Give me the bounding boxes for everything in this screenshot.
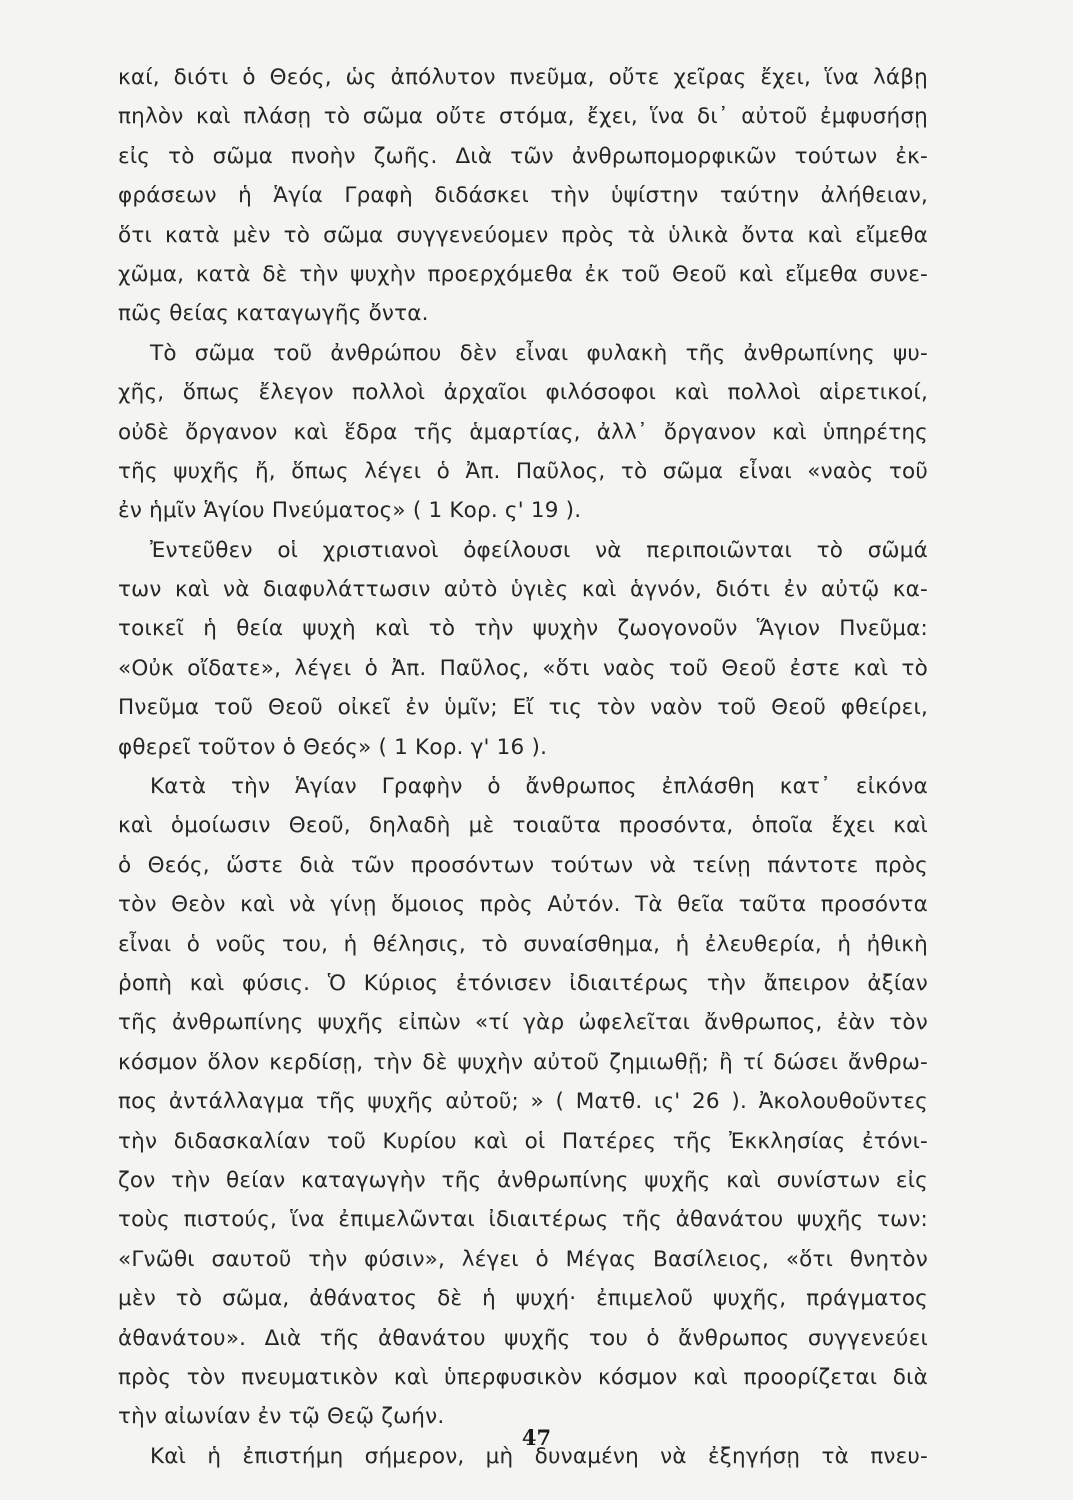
text-line-9: χῆς, ὅπως ἔλεγον πολλοὶ ἀρχαῖοι φιλόσοφοι καὶ πολλοὶ αἱρετικοί, [118, 380, 928, 406]
text-line-20: καὶ ὁμοίωσιν Θεοῦ, δηλαδὴ μὲ τοιαῦτα προσόντα, ὁποῖα ἔχει καὶ [118, 813, 928, 839]
text-line-24: ῥοπὴ καὶ φύσις. Ὁ Κύριος ἐτόνισεν ἰδιαιτέρως τὴν ἄπειρον ἀξίαν [118, 970, 928, 996]
text-line-33: ἀθανάτου». Διὰ τῆς ἀθανάτου ψυχῆς του ὁ ἄνθρωπος συγγενεύει [118, 1325, 928, 1351]
text-line-12: ἐν ἡμῖν Ἁγίου Πνεύματος» ( 1 Κορ. ς' 19 ). [118, 498, 582, 524]
text-line-26: κόσμον ὅλον κερδίσῃ, τὴν δὲ ψυχὴν αὐτοῦ ζημιωθῇ; ἢ τί δώσει ἄνθρω- [118, 1049, 928, 1075]
text-line-31: «Γνῶθι σαυτοῦ τὴν φύσιν», λέγει ὁ Μέγας Βασίλειος, «ὅτι θνητὸν [118, 1246, 928, 1272]
text-line-30: τοὺς πιστούς, ἵνα ἐπιμελῶνται ἰδιαιτέρως τῆς ἀθανάτου ψυχῆς των: [118, 1207, 928, 1233]
text-line-5: ὅτι κατὰ μὲν τὸ σῶμα συγγενεύομεν πρὸς τὰ ὑλικὰ ὄντα καὶ εἴμεθα [118, 222, 928, 248]
text-line-2: πηλὸν καὶ πλάσῃ τὸ σῶμα οὔτε στόμα, ἔχει, ἵνα δι᾽ αὐτοῦ ἐμφυσήσῃ [118, 104, 928, 130]
text-line-35: τὴν αἰωνίαν ἐν τῷ Θεῷ ζωήν. [118, 1404, 445, 1430]
text-line-22: τὸν Θεὸν καὶ νὰ γίνῃ ὅμοιος πρὸς Αὐτόν. Τὰ θεῖα ταῦτα προσόντα [118, 892, 928, 918]
text-line-23: εἶναι ὁ νοῦς του, ἡ θέλησις, τὸ συναίσθημα, ἡ ἐλευθερία, ἡ ἠθικὴ [118, 931, 928, 957]
text-line-4: φράσεων ἡ Ἁγία Γραφὴ διδάσκει τὴν ὑψίστην ταύτην ἀλήθειαν, [118, 183, 928, 209]
text-line-17: Πνεῦμα τοῦ Θεοῦ οἰκεῖ ἐν ὑμῖν; Εἴ τις τὸν ναὸν τοῦ Θεοῦ φθείρει, [118, 695, 928, 721]
text-line-14: των καὶ νὰ διαφυλάττωσιν αὐτὸ ὑγιὲς καὶ ἁγνόν, διότι ἐν αὐτῷ κα- [118, 577, 928, 603]
text-line-3: εἰς τὸ σῶμα πνοὴν ζωῆς. Διὰ τῶν ἀνθρωπομορφικῶν τούτων ἐκ- [118, 143, 928, 169]
text-line-13: Ἐντεῦθεν οἱ χριστιανοὶ ὀφείλουσι νὰ περιποιῶνται τὸ σῶμά [150, 537, 928, 563]
text-line-7: πῶς θείας καταγωγῆς ὄντα. [118, 301, 429, 327]
text-line-6: χῶμα, κατὰ δὲ τὴν ψυχὴν προερχόμεθα ἐκ τοῦ Θεοῦ καὶ εἴμεθα συνε- [118, 261, 928, 287]
text-line-29: ζον τὴν θείαν καταγωγὴν τῆς ἀνθρωπίνης ψυχῆς καὶ συνίστων εἰς [118, 1167, 928, 1193]
text-line-15: τοικεῖ ἡ θεία ψυχὴ καὶ τὸ τὴν ψυχὴν ζωογονοῦν Ἅγιον Πνεῦμα: [118, 616, 928, 642]
text-line-21: ὁ Θεός, ὥστε διὰ τῶν προσόντων τούτων νὰ τείνῃ πάντοτε πρὸς [118, 852, 928, 878]
text-line-36: Καὶ ἡ ἐπιστήμη σήμερον, μὴ δυναμένη νὰ ἐξηγήσῃ τὰ πνευ- [150, 1443, 928, 1469]
text-line-10: οὐδὲ ὄργανον καὶ ἕδρα τῆς ἁμαρτίας, ἀλλ᾽ ὄργανον καὶ ὑπηρέτης [118, 419, 928, 445]
text-line-28: τὴν διδασκαλίαν τοῦ Κυρίου καὶ οἱ Πατέρες τῆς Ἐκκλησίας ἐτόνι- [118, 1128, 928, 1154]
text-line-1: καί, διότι ὁ Θεός, ὡς ἀπόλυτον πνεῦμα, οὔτε χεῖρας ἔχει, ἵνα λάβῃ [118, 65, 928, 90]
text-line-19: Κατὰ τὴν Ἁγίαν Γραφὴν ὁ ἄνθρωπος ἐπλάσθη κατ᾽ εἰκόνα [150, 774, 928, 800]
text-line-18: φθερεῖ τοῦτον ὁ Θεός» ( 1 Κορ. γ' 16 ). [118, 734, 548, 760]
page-number: 47 [521, 1425, 552, 1450]
text-line-16: «Οὐκ οἴδατε», λέγει ὁ Ἀπ. Παῦλος, «ὅτι ναὸς τοῦ Θεοῦ ἐστε καὶ τὸ [118, 655, 928, 681]
body-text [118, 58, 928, 1476]
text-line-34: πρὸς τὸν πνευματικὸν καὶ ὑπερφυσικὸν κόσμον καὶ προορίζεται διὰ [118, 1364, 928, 1390]
text-line-11: τῆς ψυχῆς ἤ, ὅπως λέγει ὁ Ἀπ. Παῦλος, τὸ σῶμα εἶναι «ναὸς τοῦ [118, 458, 928, 484]
text-line-27: πος ἀντάλλαγμα τῆς ψυχῆς αὐτοῦ; » ( Ματθ. ις' 26 ). Ἀκολουθοῦντες [118, 1089, 928, 1115]
text-line-32: μὲν τὸ σῶμα, ἀθάνατος δὲ ἡ ψυχή· ἐπιμελοῦ ψυχῆς, πράγματος [118, 1286, 928, 1312]
text-line-25: τῆς ἀνθρωπίνης ψυχῆς εἰπὼν «τί γὰρ ὠφελεῖται ἄνθρωπος, ἐὰν τὸν [118, 1010, 928, 1036]
text-line-8: Τὸ σῶμα τοῦ ἀνθρώπου δὲν εἶναι φυλακὴ τῆς ἀνθρωπίνης ψυ- [150, 340, 928, 366]
